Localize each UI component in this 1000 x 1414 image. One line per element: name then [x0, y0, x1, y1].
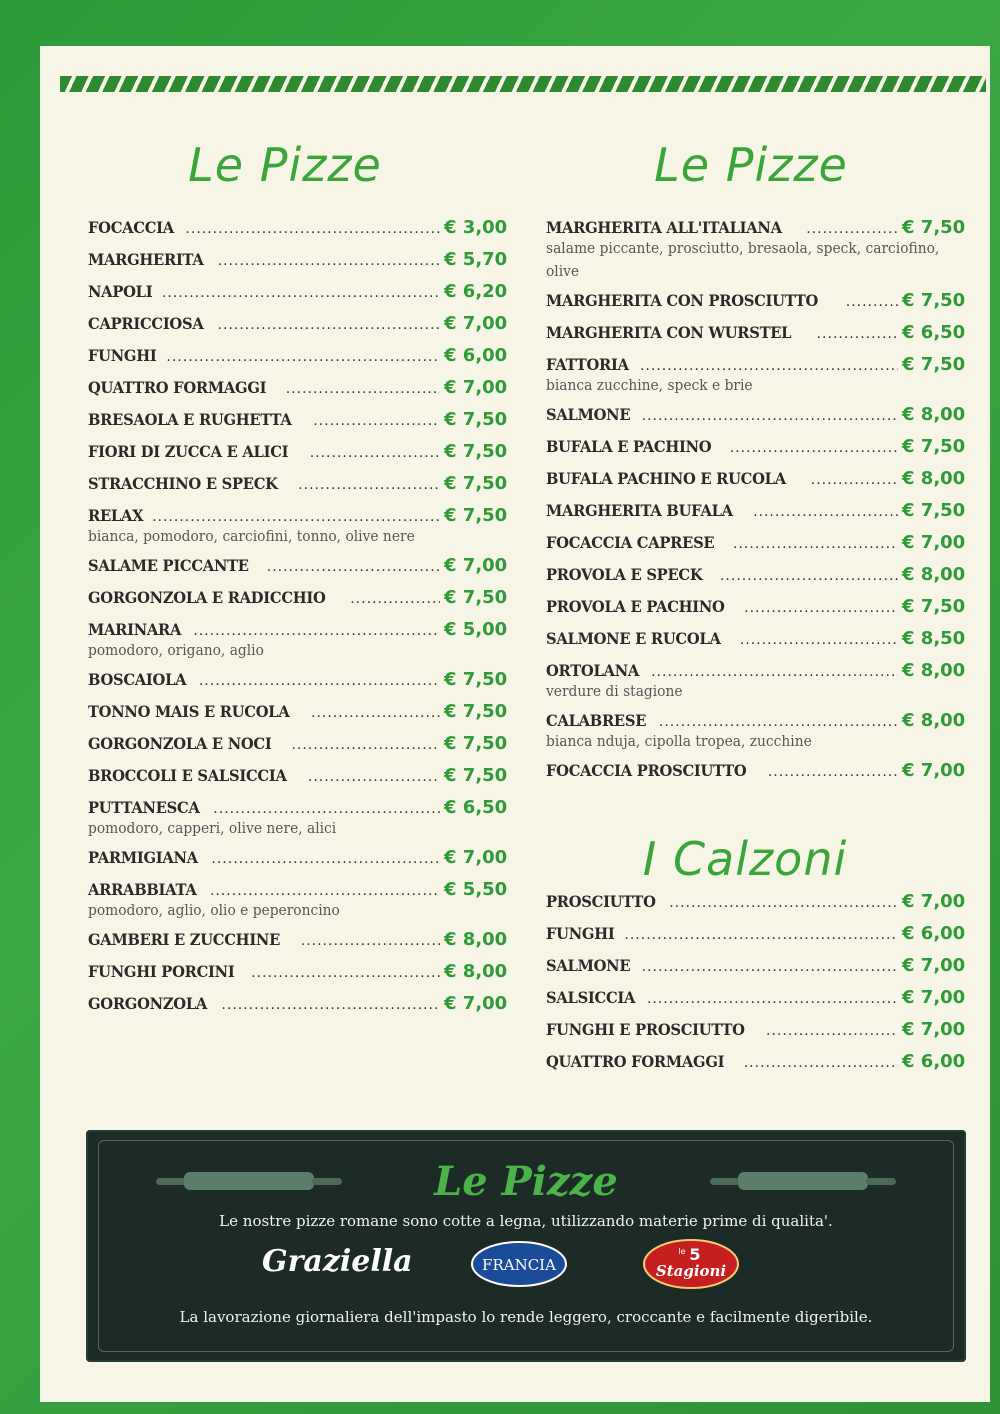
menu-item — [88, 792, 506, 840]
dot-leader — [291, 729, 440, 761]
menu-item-name: MARGHERITA — [88, 250, 204, 269]
menu-item-price: € 7,50 — [902, 436, 966, 457]
menu-item-name: SALMONE — [546, 405, 631, 424]
dot-leader — [311, 697, 440, 729]
menu-item-row — [88, 760, 506, 792]
menu-item-name: STRACCHINO E SPECK — [88, 474, 278, 493]
dot-leader — [251, 957, 440, 989]
menu-item — [88, 664, 506, 696]
dot-leader — [308, 761, 440, 793]
menu-item-name: FOCACCIA CAPRESE — [546, 533, 715, 552]
menu-item-name: FUNGHI — [546, 924, 615, 943]
menu-item — [546, 431, 964, 463]
menu-item-description: verdure di stagione — [546, 682, 683, 700]
menu-item-price: € 7,00 — [902, 987, 966, 1008]
menu-item-price: € 7,00 — [444, 847, 508, 868]
menu-item — [546, 495, 964, 527]
dot-leader — [286, 373, 440, 405]
dot-leader — [730, 432, 898, 464]
dot-leader — [744, 592, 898, 624]
menu-item-description: bianca zucchine, speck e brie — [546, 376, 753, 394]
menu-item-price: € 7,00 — [444, 993, 508, 1014]
menu-item-description: pomodoro, aglio, olio e peperoncino — [88, 901, 340, 919]
dot-leader — [733, 528, 898, 560]
menu-item — [88, 500, 506, 548]
dot-leader — [310, 437, 440, 469]
title-left-pizze: Le Pizze — [188, 138, 382, 192]
menu-item-name: FUNGHI — [88, 346, 157, 365]
menu-item-row — [88, 728, 506, 760]
menu-item-row — [88, 244, 506, 276]
dot-leader — [753, 496, 898, 528]
menu-item-price: € 7,50 — [444, 733, 508, 754]
dot-leader — [669, 887, 898, 919]
menu-item-price: € 3,00 — [444, 217, 508, 238]
menu-item-row — [546, 463, 964, 495]
menu-item-name: FOCACCIA PROSCIUTTO — [546, 761, 747, 780]
menu-item-name: GORGONZOLA — [88, 994, 208, 1013]
menu-item-row — [546, 886, 964, 918]
dot-leader — [766, 1015, 898, 1047]
menu-item-row — [88, 276, 506, 308]
menu-item-name: GORGONZOLA E RADICCHIO — [88, 588, 326, 607]
menu-item — [546, 950, 964, 982]
dot-leader — [720, 560, 898, 592]
menu-item-price: € 7,50 — [444, 409, 508, 430]
menu-item-name: FUNGHI E PROSCIUTTO — [546, 1020, 745, 1039]
menu-item — [88, 842, 506, 874]
menu-item — [546, 1046, 964, 1078]
dot-leader — [817, 318, 898, 350]
menu-item-name: MARGHERITA CON WURSTEL — [546, 323, 792, 342]
dot-leader — [768, 756, 898, 788]
menu-item-price: € 7,00 — [902, 955, 966, 976]
menu-item-price: € 7,50 — [444, 669, 508, 690]
menu-item-name: BUFALA E PACHINO — [546, 437, 712, 456]
francia-logo — [470, 1240, 568, 1288]
menu-item-price: € 8,00 — [902, 710, 966, 731]
menu-item-price: € 7,00 — [444, 313, 508, 334]
menu-item — [546, 591, 964, 623]
menu-item — [88, 550, 506, 582]
menu-item-name: MARGHERITA ALL'ITALIANA — [546, 218, 782, 237]
calzoni-list — [546, 886, 964, 1078]
menu-item-name: PARMIGIANA — [88, 848, 198, 867]
dot-leader — [744, 1047, 898, 1079]
menu-item-name: PROVOLA E SPECK — [546, 565, 703, 584]
menu-item-row — [546, 623, 964, 655]
dot-leader — [301, 925, 440, 957]
banner-text-quality: Le nostre pizze romane sono cotte a legna, utilizzando materie prime di qualita'. — [219, 1212, 833, 1230]
dot-leader — [642, 951, 898, 983]
menu-item-row — [546, 1046, 964, 1078]
menu-item — [88, 244, 506, 276]
menu-item-row — [88, 436, 506, 468]
menu-item-name: SALMONE E RUCOLA — [546, 629, 721, 648]
menu-item-row — [546, 591, 964, 623]
banner-title: Le Pizze — [434, 1158, 618, 1205]
dot-leader — [218, 309, 440, 341]
menu-item — [88, 276, 506, 308]
menu-item-row — [88, 988, 506, 1020]
dot-leader — [642, 400, 898, 432]
menu-item-row — [88, 212, 506, 244]
menu-item — [546, 317, 964, 349]
menu-item-name: SALSICCIA — [546, 988, 636, 1007]
dot-leader — [740, 624, 898, 656]
menu-item — [546, 1014, 964, 1046]
dot-leader — [166, 341, 440, 373]
menu-item-description: bianca nduja, cipolla tropea, zucchine — [546, 732, 812, 750]
menu-item-price: € 8,00 — [444, 929, 508, 950]
menu-item-price: € 7,50 — [902, 596, 966, 617]
menu-item-price: € 7,00 — [902, 532, 966, 553]
menu-item-price: € 8,00 — [902, 660, 966, 681]
menu-item — [88, 468, 506, 500]
menu-item — [546, 755, 964, 787]
menu-item-description: pomodoro, capperi, olive nere, alici — [88, 819, 337, 837]
menu-item-price: € 7,50 — [902, 217, 966, 238]
menu-item-row — [546, 317, 964, 349]
title-calzoni: I Calzoni — [642, 832, 848, 886]
menu-item-name: ARRABBIATA — [88, 880, 197, 899]
menu-item-price: € 7,00 — [902, 891, 966, 912]
dot-leader — [811, 464, 898, 496]
menu-item-price: € 6,50 — [444, 797, 508, 818]
menu-item — [546, 285, 964, 317]
menu-item-row — [546, 950, 964, 982]
menu-item-row — [546, 755, 964, 787]
menu-item-price: € 6,20 — [444, 281, 508, 302]
menu-item — [546, 559, 964, 591]
menu-item — [88, 582, 506, 614]
menu-item — [88, 212, 506, 244]
menu-item-name: RELAX — [88, 506, 144, 525]
menu-item-price: € 7,50 — [444, 587, 508, 608]
menu-item-price: € 8,50 — [902, 628, 966, 649]
menu-item-price: € 8,00 — [902, 404, 966, 425]
menu-item-row — [88, 924, 506, 956]
top-stripe-divider — [60, 76, 986, 92]
menu-item-row — [88, 696, 506, 728]
dot-leader — [221, 989, 440, 1021]
menu-item-row — [88, 340, 506, 372]
menu-item-price: € 8,00 — [902, 468, 966, 489]
menu-item-row — [88, 372, 506, 404]
pizze-list-right — [546, 212, 964, 787]
dot-leader — [647, 983, 898, 1015]
menu-item-row — [546, 1014, 964, 1046]
menu-item-price: € 6,00 — [444, 345, 508, 366]
graziella-logo: Graziella — [262, 1244, 413, 1279]
menu-item-row — [88, 550, 506, 582]
menu-item — [88, 988, 506, 1020]
menu-item-name: BROCCOLI E SALSICCIA — [88, 766, 287, 785]
menu-item-price: € 7,00 — [902, 760, 966, 781]
menu-item — [88, 372, 506, 404]
menu-item-price: € 7,50 — [902, 290, 966, 311]
menu-item-row — [546, 982, 964, 1014]
menu-item — [546, 527, 964, 559]
menu-item-row — [88, 664, 506, 696]
menu-item-name: GAMBERI E ZUCCHINE — [88, 930, 281, 949]
banner-text-dough: La lavorazione giornaliera dell'impasto lo rende leggero, croccante e facilmente digeribile. — [179, 1308, 873, 1326]
menu-item — [88, 728, 506, 760]
menu-item-row — [88, 404, 506, 436]
dot-leader — [162, 277, 440, 309]
menu-item — [546, 705, 964, 753]
menu-item-price: € 7,00 — [902, 1019, 966, 1040]
menu-item-name: MARGHERITA CON PROSCIUTTO — [546, 291, 819, 310]
menu-item — [546, 918, 964, 950]
menu-item-name: CALABRESE — [546, 711, 647, 730]
menu-item-name: GORGONZOLA E NOCI — [88, 734, 272, 753]
menu-item-price: € 6,00 — [902, 1051, 966, 1072]
menu-item-row — [546, 918, 964, 950]
menu-item-price: € 7,50 — [444, 701, 508, 722]
menu-item — [88, 924, 506, 956]
menu-item-description: pomodoro, origano, aglio — [88, 641, 264, 659]
menu-item-name: BUFALA PACHINO E RUCOLA — [546, 469, 786, 488]
pizze-list-left — [88, 212, 506, 1020]
menu-item — [88, 760, 506, 792]
title-right-pizze: Le Pizze — [654, 138, 848, 192]
menu-item-row — [88, 842, 506, 874]
dot-leader — [350, 583, 440, 615]
menu-item-name: PUTTANESCA — [88, 798, 200, 817]
menu-item — [546, 399, 964, 431]
menu-item-description: salame piccante, prosciutto, bresaola, speck, carciofino, olive — [546, 239, 940, 280]
menu-item-price: € 5,00 — [444, 619, 508, 640]
dot-leader — [185, 213, 440, 245]
menu-item — [88, 874, 506, 922]
menu-item-row — [546, 399, 964, 431]
menu-item-name: MARINARA — [88, 620, 182, 639]
menu-item — [546, 212, 964, 283]
menu-item-name: BRESAOLA E RUGHETTA — [88, 410, 292, 429]
menu-item — [88, 340, 506, 372]
menu-item — [546, 349, 964, 397]
menu-item-name: QUATTRO FORMAGGI — [88, 378, 267, 397]
menu-item-price: € 6,50 — [902, 322, 966, 343]
francia-logo-text: FRANCIA — [482, 1256, 556, 1274]
dot-leader — [218, 245, 440, 277]
dot-leader — [624, 919, 898, 951]
menu-item-row — [546, 527, 964, 559]
dot-leader — [267, 551, 440, 583]
menu-item-price: € 7,00 — [444, 555, 508, 576]
menu-item-price: € 7,00 — [444, 377, 508, 398]
menu-item-name: FATTORIA — [546, 355, 629, 374]
supplier-logos — [86, 1238, 966, 1298]
menu-item-row — [546, 431, 964, 463]
menu-item-name: SALMONE — [546, 956, 631, 975]
menu-item-name: CAPRICCIOSA — [88, 314, 204, 333]
menu-item-row — [88, 308, 506, 340]
menu-item-name: BOSCAIOLA — [88, 670, 187, 689]
menu-item-name: QUATTRO FORMAGGI — [546, 1052, 725, 1071]
menu-item-price: € 7,50 — [444, 765, 508, 786]
5-stagioni-logo — [642, 1238, 740, 1290]
menu-item-row — [88, 468, 506, 500]
menu-item-name: ORTOLANA — [546, 661, 640, 680]
menu-item-name: SALAME PICCANTE — [88, 556, 249, 575]
menu-item-name: PROVOLA E PACHINO — [546, 597, 725, 616]
menu-item-price: € 7,50 — [444, 473, 508, 494]
menu-item — [88, 696, 506, 728]
menu-item-price: € 8,00 — [444, 961, 508, 982]
menu-item-price: € 8,00 — [902, 564, 966, 585]
menu-item-price: € 7,50 — [902, 500, 966, 521]
menu-item-name: FOCACCIA — [88, 218, 174, 237]
menu-item — [546, 463, 964, 495]
menu-item-name: FIORI DI ZUCCA E ALICI — [88, 442, 289, 461]
menu-item — [546, 982, 964, 1014]
menu-item — [88, 436, 506, 468]
stagioni-number-text: 5 — [689, 1245, 701, 1264]
menu-item — [88, 956, 506, 988]
menu-item-price: € 7,50 — [444, 505, 508, 526]
menu-item-price: € 6,00 — [902, 923, 966, 944]
menu-item — [88, 308, 506, 340]
stagioni-name-text: Stagioni — [655, 1262, 727, 1280]
menu-item-row — [546, 559, 964, 591]
dot-leader — [199, 665, 440, 697]
menu-item-name: FUNGHI PORCINI — [88, 962, 235, 981]
dot-leader — [298, 469, 440, 501]
dot-leader — [313, 405, 440, 437]
menu-item — [546, 655, 964, 703]
menu-item-price: € 5,70 — [444, 249, 508, 270]
dot-leader — [846, 286, 898, 318]
info-banner — [86, 1130, 966, 1362]
menu-item — [88, 404, 506, 436]
menu-item — [88, 614, 506, 662]
menu-item-price: € 7,50 — [444, 441, 508, 462]
menu-item-name: MARGHERITA BUFALA — [546, 501, 733, 520]
stagioni-le-text: le — [678, 1247, 686, 1256]
menu-item — [546, 886, 964, 918]
menu-item-name: PROSCIUTTO — [546, 892, 656, 911]
menu-item — [546, 623, 964, 655]
menu-item-price: € 7,50 — [902, 354, 966, 375]
menu-item-description: bianca, pomodoro, carciofini, tonno, olive nere — [88, 527, 415, 545]
menu-item-row — [546, 285, 964, 317]
menu-item-row — [88, 956, 506, 988]
menu-item-row — [88, 582, 506, 614]
dot-leader — [211, 843, 440, 875]
menu-item-name: TONNO MAIS E RUCOLA — [88, 702, 290, 721]
menu-item-row — [546, 495, 964, 527]
menu-item-name: NAPOLI — [88, 282, 153, 301]
menu-item-price: € 5,50 — [444, 879, 508, 900]
